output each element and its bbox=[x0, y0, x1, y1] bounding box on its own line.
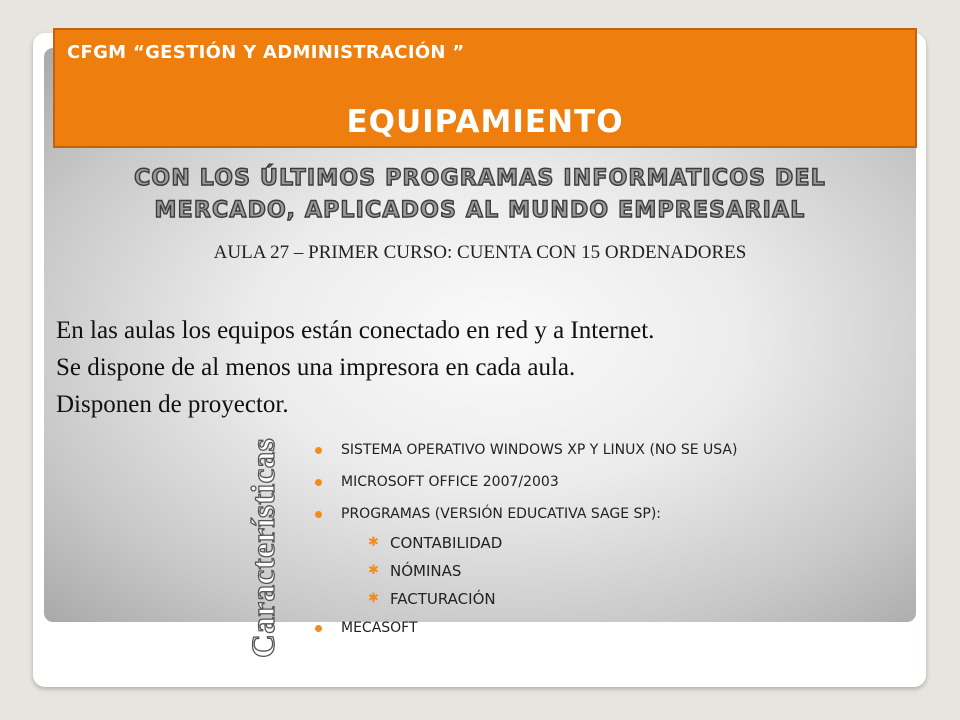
star-bullet-icon: ✱ bbox=[368, 591, 379, 606]
facility-line: Se dispone de al menos una impresora en cada aula. bbox=[56, 354, 576, 381]
list-item bbox=[313, 473, 813, 491]
bullet-icon bbox=[315, 479, 322, 486]
bullet-icon bbox=[315, 447, 322, 454]
sub-list-item-text: CONTABILIDAD bbox=[390, 534, 503, 552]
headline bbox=[60, 163, 900, 227]
sub-list-item-text: FACTURACIÓN bbox=[390, 590, 496, 608]
list-item bbox=[313, 441, 813, 459]
facility-description bbox=[56, 312, 654, 423]
section-title: EQUIPAMIENTO bbox=[346, 104, 624, 140]
sub-list-item bbox=[313, 533, 813, 553]
headline-line-2: MERCADO, APLICADOS AL MUNDO EMPRESARIAL bbox=[154, 198, 806, 223]
features-list bbox=[313, 441, 813, 637]
list-item bbox=[313, 505, 813, 523]
list-item-text: MICROSOFT OFFICE 2007/2003 bbox=[341, 474, 559, 490]
list-item-text: MECASOFT bbox=[341, 620, 418, 636]
facility-line: En las aulas los equipos están conectado en red y a Internet. bbox=[56, 317, 655, 344]
sub-list-item bbox=[313, 561, 813, 581]
bullet-icon bbox=[315, 511, 322, 518]
sub-list-item bbox=[313, 589, 813, 609]
list-item-text: PROGRAMAS (VERSIÓN EDUCATIVA SAGE SP): bbox=[341, 506, 661, 522]
bullet-icon bbox=[315, 625, 322, 632]
list-item-text: SISTEMA OPERATIVO WINDOWS XP Y LINUX (NO SE USA) bbox=[341, 442, 738, 458]
title-banner bbox=[53, 28, 917, 148]
program-title: CFGM “GESTIÓN Y ADMINISTRACIÓN ” bbox=[67, 42, 465, 63]
facility-line: Disponen de proyector. bbox=[56, 391, 289, 418]
classroom-info: AULA 27 – PRIMER CURSO: CUENTA CON 15 ORDENADORES bbox=[213, 242, 747, 263]
star-bullet-icon: ✱ bbox=[368, 535, 379, 550]
list-item bbox=[313, 619, 813, 637]
star-bullet-icon: ✱ bbox=[368, 563, 379, 578]
sub-list-item-text: NÓMINAS bbox=[390, 562, 462, 580]
features-vertical-label: Características bbox=[246, 437, 282, 658]
headline-line-1: CON LOS ÚLTIMOS PROGRAMAS INFORMATICOS DEL bbox=[134, 166, 826, 191]
